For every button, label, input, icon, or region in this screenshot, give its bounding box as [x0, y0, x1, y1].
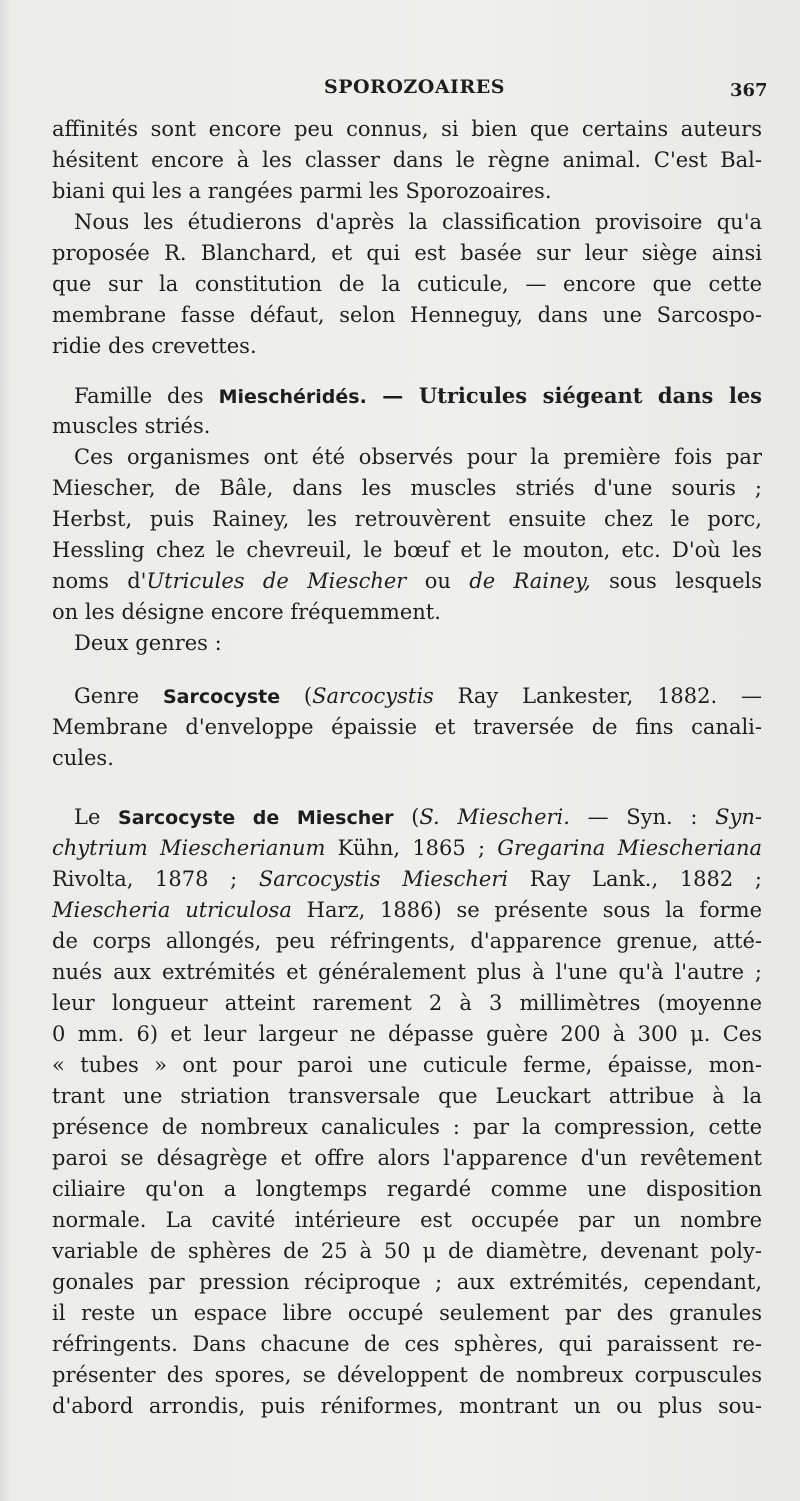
- running-title: SPOROZOAIRES: [324, 76, 505, 98]
- species-heading: Le Sarcocyste de Miescher (S. Miescheri. — Syn. : Syn-: [74, 805, 762, 829]
- text-line: Rivolta, 1878 ; Sarcocystis Miescheri Ray Lank., 1882 ;: [52, 867, 762, 891]
- text-line: nués aux extrémités et généralement plus à l'une qu'à l'autre ;: [52, 960, 762, 984]
- genre-heading: Genre Sarcocyste (Sarcocystis Ray Lankester, 1882. —: [74, 684, 762, 708]
- text-line: d'abord arrondis, puis réniformes, montrant un ou plus sou-: [52, 1394, 762, 1418]
- text-line: cules.: [52, 746, 114, 770]
- text-line: normale. La cavité intérieure est occupée par un nombre: [52, 1208, 762, 1232]
- text-line: noms d'Utricules de Miescher ou de Rainey, sous lesquels: [52, 569, 762, 593]
- text-line: il reste un espace libre occupé seulement par des granules: [52, 1301, 762, 1325]
- text-line: membrane fasse défaut, selon Henneguy, dans une Sarcospo-: [52, 303, 762, 327]
- genre-name: Sarcocyste: [163, 686, 281, 708]
- page-number: 367: [730, 80, 768, 101]
- text-line: ridie des crevettes.: [52, 334, 257, 358]
- text-line: proposée R. Blanchard, et qui est basée sur leur siège ainsi: [52, 241, 762, 265]
- text-line: chytrium Miescherianum Kühn, 1865 ; Gregarina Miescheriana: [52, 836, 762, 860]
- family-heading: Famille des Mieschéridés. — Utricules siégeant dans les: [74, 383, 762, 408]
- text-line: Herbst, puis Rainey, les retrouvèrent ensuite chez le porc,: [52, 507, 762, 531]
- text-line: hésitent encore à les classer dans le règne animal. C'est Bal-: [52, 148, 762, 172]
- species-name: Sarcocyste de Miescher: [118, 807, 394, 829]
- text-line: Ces organismes ont été observés pour la première fois par: [74, 445, 762, 469]
- text-line: Miescher, de Bâle, dans les muscles striés d'une souris ;: [52, 476, 762, 500]
- text-line: paroi se désagrège et offre alors l'apparence d'un revêtement: [52, 1146, 762, 1170]
- text-line: « tubes » ont pour paroi une cuticule ferme, épaisse, mon-: [52, 1053, 762, 1077]
- text-line: que sur la constitution de la cuticule, — encore que cette: [52, 272, 762, 296]
- text-line: réfringents. Dans chacune de ces sphères, qui paraissent re-: [52, 1332, 762, 1356]
- text-line: variable de sphères de 25 à 50 μ de diamètre, devenant poly-: [52, 1239, 762, 1263]
- text-line: gonales par pression réciproque ; aux extrémités, cependant,: [52, 1270, 762, 1294]
- text-line: Miescheria utriculosa Harz, 1886) se présente sous la forme: [52, 898, 762, 922]
- page-header: [0, 72, 800, 104]
- text-line: biani qui les a rangées parmi les Sporozoaires.: [52, 179, 552, 203]
- text-line: affinités sont encore peu connus, si bien que certains auteurs: [52, 117, 762, 141]
- text-line: 0 mm. 6) et leur largeur ne dépasse guère 200 à 300 μ. Ces: [52, 1022, 762, 1046]
- body-text: [52, 114, 762, 1422]
- text-line: Membrane d'enveloppe épaissie et traversée de fins canali-: [52, 715, 762, 739]
- text-line: trant une striation transversale que Leuckart attribue à la: [52, 1084, 762, 1108]
- text-line: Deux genres :: [74, 631, 222, 655]
- text-line: présenter des spores, se développent de nombreux corpuscules: [52, 1363, 762, 1387]
- text-line: présence de nombreux canalicules : par la compression, cette: [52, 1115, 762, 1139]
- text-line: ciliaire qu'on a longtemps regardé comme une disposition: [52, 1177, 762, 1201]
- text-line: Hessling chez le chevreuil, le bœuf et le mouton, etc. D'où les: [52, 538, 762, 562]
- text-line: leur longueur atteint rarement 2 à 3 millimètres (moyenne: [52, 991, 762, 1015]
- text-line: Nous les étudierons d'après la classification provisoire qu'a: [74, 210, 762, 234]
- family-name: Mieschéridés.: [218, 386, 367, 408]
- text-line: on les désigne encore fréquemment.: [52, 600, 441, 624]
- text-line: muscles striés.: [52, 414, 211, 438]
- text-line: de corps allongés, peu réfringents, d'apparence grenue, atté-: [52, 929, 762, 953]
